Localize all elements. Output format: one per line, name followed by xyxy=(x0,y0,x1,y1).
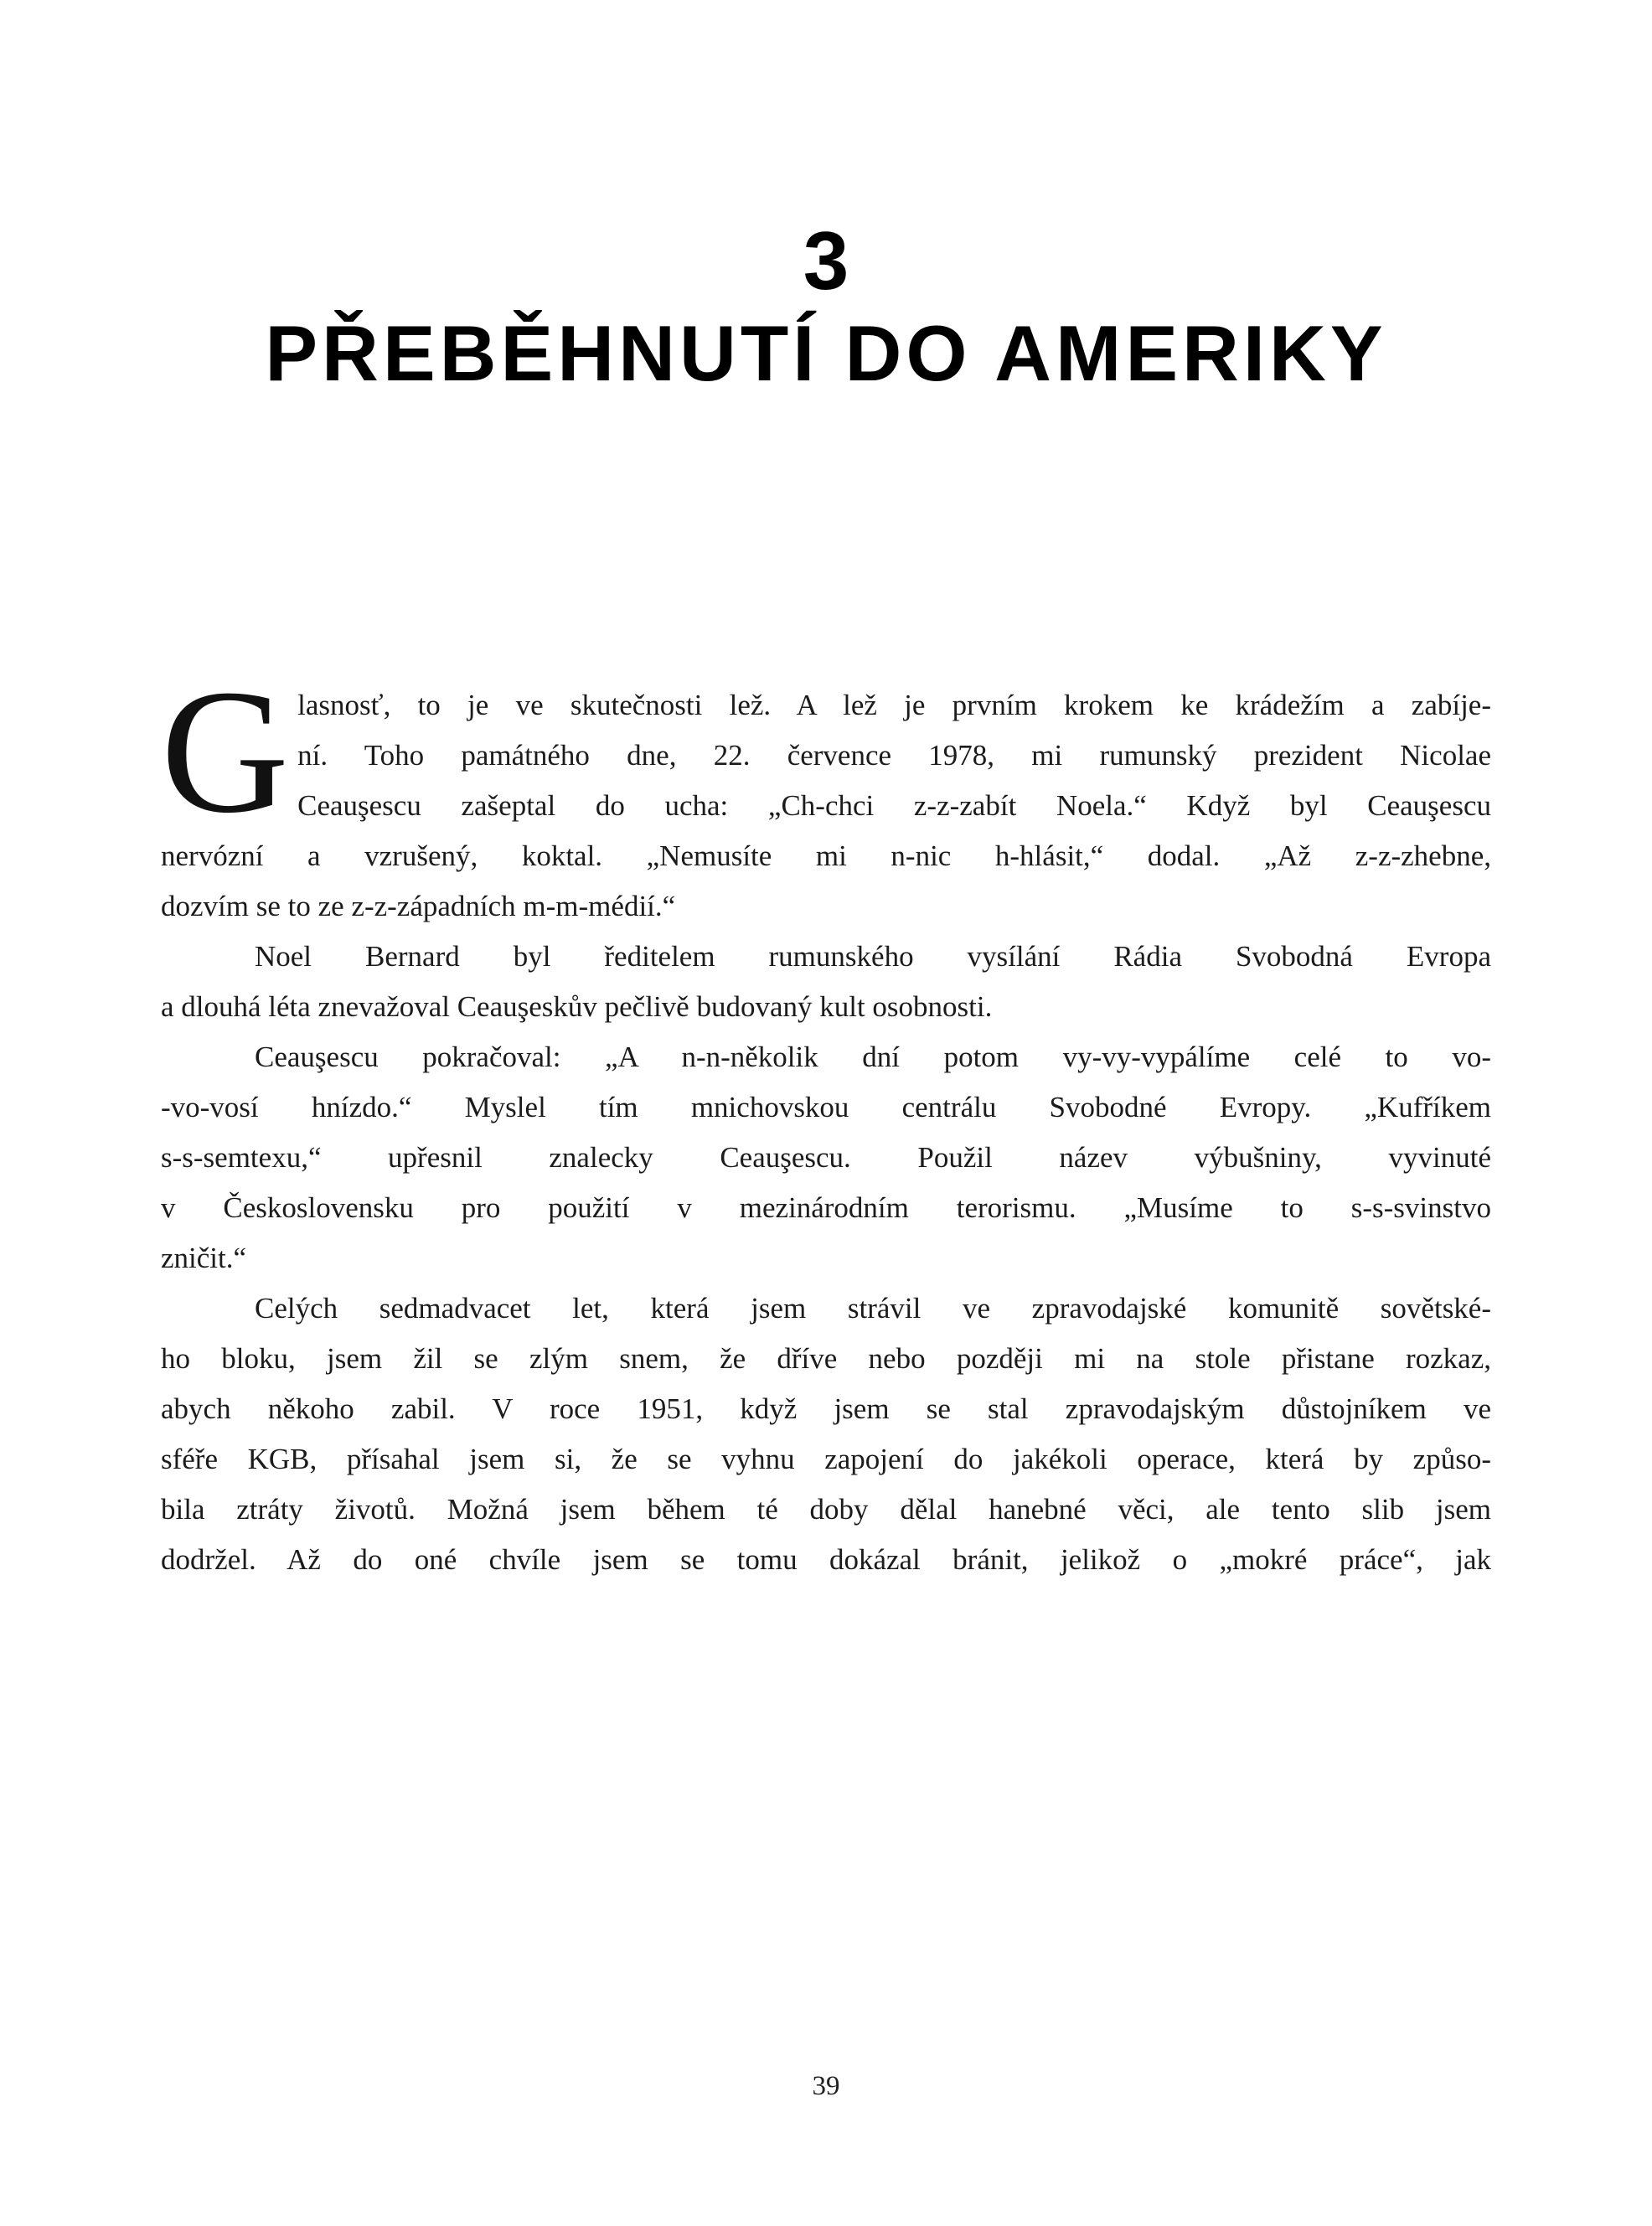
text-line: dodržel. Až do oné chvíle jsem se tomu dokázal bránit, jelikož o „mokré práce“, jak xyxy=(161,1543,1491,1576)
text-line: sféře KGB, přísahal jsem si, že se vyhnu zapojení do jakékoli operace, která by způso- xyxy=(161,1443,1491,1475)
text-line: Noel Bernard byl ředitelem rumunského vysílání Rádia Svobodná Evropa xyxy=(255,940,1491,973)
paragraph xyxy=(161,653,1491,932)
paragraph xyxy=(161,932,1491,1032)
chapter-number: 3 xyxy=(803,214,849,307)
body-text xyxy=(161,653,1491,1585)
chapter-title: PŘEBĚHNUTÍ DO AMERIKY xyxy=(265,309,1387,397)
text-line: lasnosť, to je ve skutečnosti lež. A lež je prvním krokem ke krádežím a zabíje- xyxy=(297,689,1491,721)
text-line: Ceauşescu pokračoval: „A n-n-několik dní potom vy-vy-vypálíme celé to vo- xyxy=(255,1041,1491,1073)
paragraph xyxy=(161,1283,1491,1585)
text-line: -vo-vosí hnízdo.“ Myslel tím mnichovskou centrálu Svobodné Evropy. „Kufříkem xyxy=(161,1091,1491,1123)
page-number: 39 xyxy=(812,2071,840,2101)
text-line: nervózní a vzrušený, koktal. „Nemusíte mi n-nic h-hlásit,“ dodal. „Až z-z-zhebne, xyxy=(161,839,1491,872)
text-line: a dlouhá léta znevažoval Ceauşeskův pečlivě budovaný kult osobnosti. xyxy=(161,990,993,1023)
drop-cap: G xyxy=(161,653,290,850)
text-line: abych někoho zabil. V roce 1951, když jsem se stal zpravodajským důstojníkem ve xyxy=(161,1392,1491,1425)
text-line: v Československu pro použití v mezinárodním terorismu. „Musíme to s-s-svinstvo xyxy=(161,1191,1491,1224)
text-line: s-s-semtexu,“ upřesnil znalecky Ceauşescu. Použil název výbušniny, vyvinuté xyxy=(161,1141,1491,1174)
text-line: Ceauşescu zašeptal do ucha: „Ch-chci z-z-zabít Noela.“ Když byl Ceauşescu xyxy=(297,789,1491,822)
text-line: Celých sedmadvacet let, která jsem strávil ve zpravodajské komunitě sovětské- xyxy=(255,1292,1491,1325)
text-line: ho bloku, jsem žil se zlým snem, že dříve nebo později mi na stole přistane rozkaz, xyxy=(161,1342,1491,1375)
text-line: zničit.“ xyxy=(161,1242,247,1274)
chapter-heading xyxy=(161,214,1491,397)
text-line: ní. Toho památného dne, 22. července 1978, mi rumunský prezident Nicolae xyxy=(297,739,1491,772)
text-line: dozvím se to ze z-z-západních m-m-médií.“ xyxy=(161,890,676,922)
text-line: bila ztráty životů. Možná jsem během té doby dělal hanebné věci, ale tento slib jsem xyxy=(161,1493,1491,1526)
page-footer xyxy=(161,2071,1491,2102)
paragraph xyxy=(161,1032,1491,1283)
